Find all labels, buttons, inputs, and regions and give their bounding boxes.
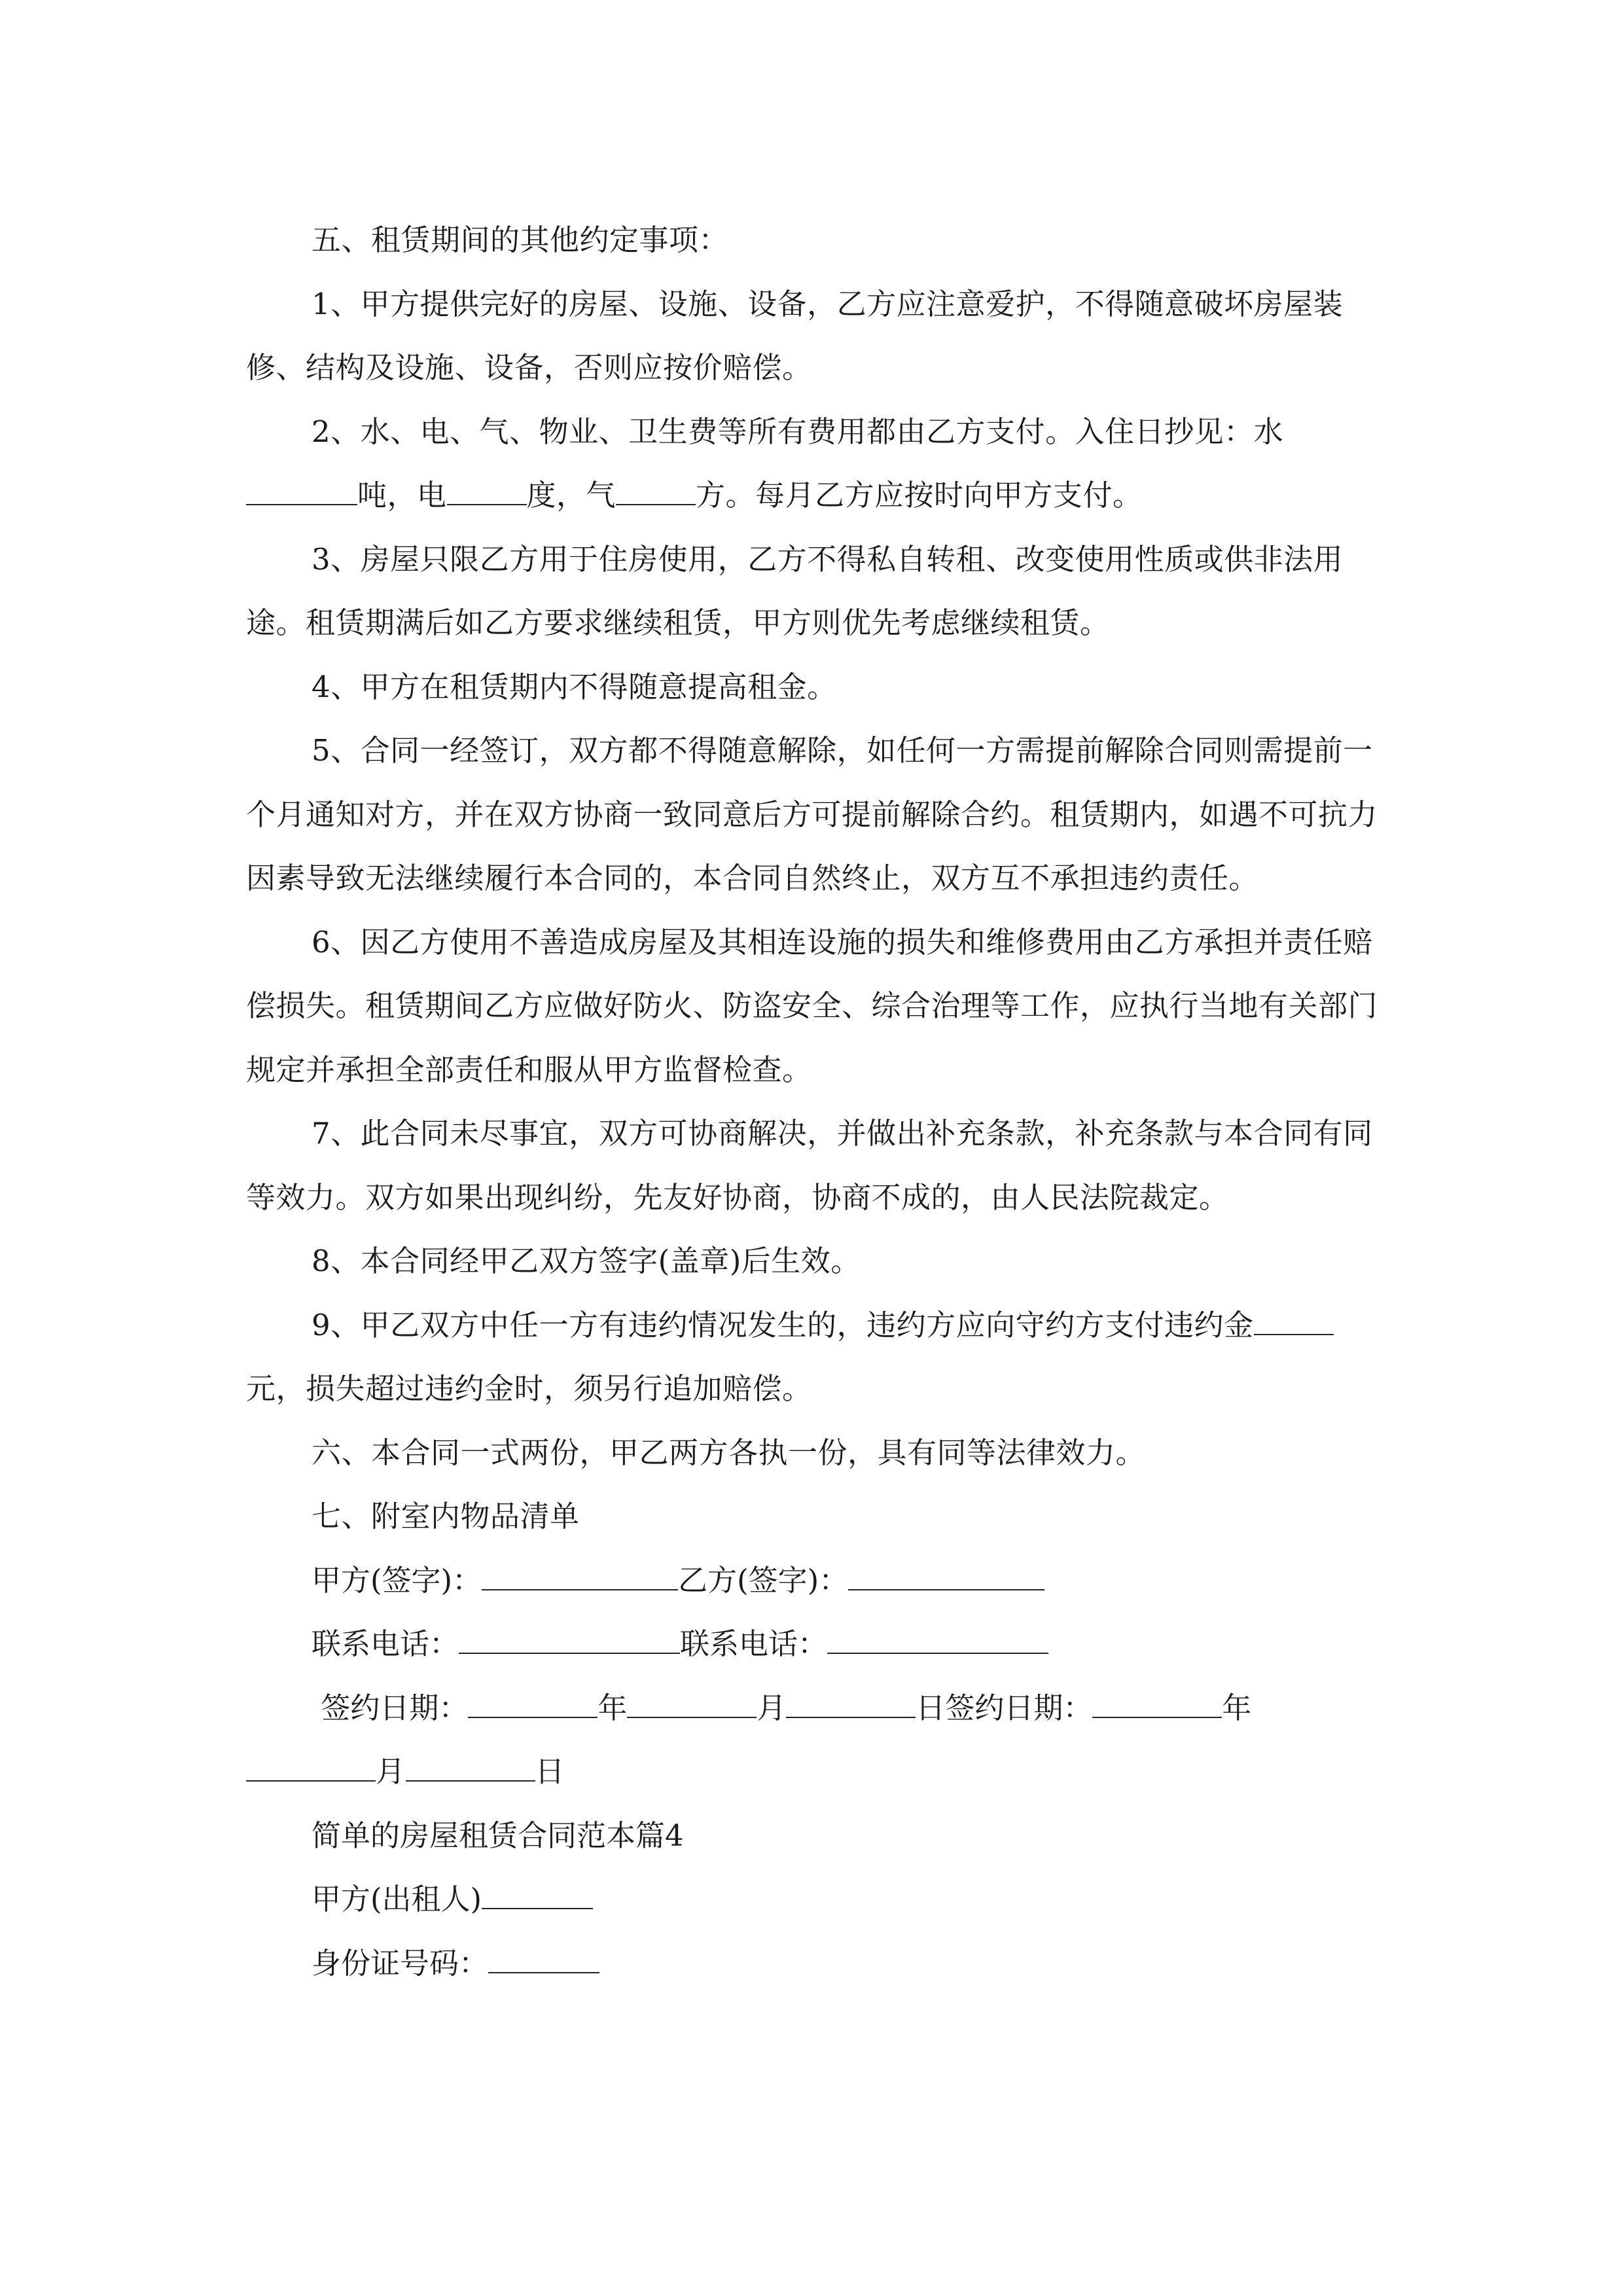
- phone-a-blank: [459, 1626, 680, 1654]
- date-b-month-label: 月: [376, 1754, 406, 1789]
- penalty-amount-blank: [1254, 1308, 1334, 1335]
- phone-b-blank: [827, 1626, 1048, 1654]
- date-b-year-label: 年: [1222, 1690, 1252, 1725]
- section-7: 七、附室内物品清单: [312, 1499, 580, 1534]
- date-b-label: 签约日期：: [945, 1690, 1093, 1725]
- date-a-month-blank: [627, 1691, 757, 1718]
- date-line: [246, 1676, 1378, 1740]
- clause-5: 5、合同一经签订，双方都不得随意解除，如任何一方需提前解除合同则需提前一个月通知对方，并在双方协商一致同意后方可提前解除合约。租赁期内，如遇不可抗力因素导致无法继续履行本合同的，本合同自然终止，双方互不承担违约责任。: [246, 733, 1378, 895]
- party-b-sign-label: 乙方(签字)：: [678, 1562, 849, 1598]
- clause-9-text-a: 9、甲乙双方中任一方有违约情况发生的，违约方应向守约方支付违约金: [312, 1307, 1254, 1342]
- date-a-day-label: 日: [916, 1690, 946, 1725]
- phone-b-label: 联系电话：: [680, 1626, 828, 1661]
- lessor-blank: [482, 1882, 593, 1909]
- id-number-blank: [488, 1946, 599, 1973]
- water-reading-blank: [246, 478, 357, 505]
- phone-a-label: 联系电话：: [312, 1626, 459, 1661]
- section-6: 六、本合同一式两份，甲乙两方各执一份，具有同等法律效力。: [312, 1435, 1146, 1470]
- clause-8: 8、本合同经甲乙双方签字(盖章)后生效。: [312, 1244, 861, 1278]
- date-a-day-blank: [786, 1691, 916, 1718]
- lessor-line: [246, 1867, 1378, 1931]
- party-a-sign-label: 甲方(签字)：: [312, 1562, 482, 1598]
- date-a-label: 签约日期：: [321, 1690, 469, 1725]
- date-a-month-label: 月: [757, 1690, 787, 1725]
- date-b-year-blank: [1092, 1691, 1222, 1718]
- section-5-heading: 五、租赁期间的其他约定事项：: [312, 223, 729, 257]
- clause-3: 3、房屋只限乙方用于住房使用，乙方不得私自转租、改变使用性质或供非法用途。租赁期满后如乙方要求继续租赁，甲方则优先考虑继续租赁。: [246, 541, 1344, 640]
- clause-2-text-a: 2、水、电、气、物业、卫生费等所有费用都由乙方支付。入住日抄见：水: [312, 414, 1284, 449]
- date-b-day-label: 日: [535, 1754, 565, 1789]
- clause-2-text-c: 度，气: [526, 478, 616, 512]
- date-a-year-label: 年: [597, 1690, 628, 1725]
- clause-4: 4、甲方在租赁期内不得随意提高租金。: [312, 669, 837, 704]
- gas-reading-blank: [616, 478, 696, 505]
- clause-2-text-b: 吨，电: [357, 478, 447, 512]
- date-a-year-blank: [468, 1691, 597, 1718]
- date-b-month-blank: [246, 1754, 376, 1782]
- party-b-sign-blank: [848, 1563, 1044, 1590]
- clause-9: [246, 1293, 1378, 1421]
- electricity-reading-blank: [447, 478, 527, 505]
- phone-line: [246, 1612, 1378, 1676]
- clause-2-text-d: 方。每月乙方应按时向甲方支付。: [696, 478, 1143, 512]
- clause-1: 1、甲方提供完好的房屋、设施、设备，乙方应注意爱护，不得随意破坏房屋装修、结构及设施、设备，否则应按价赔偿。: [246, 286, 1344, 385]
- signature-line: [246, 1549, 1378, 1613]
- clause-6: 6、因乙方使用不善造成房屋及其相连设施的损失和维修费用由乙方承担并责任赔偿损失。租赁期间乙方应做好防火、防盗安全、综合治理等工作，应执行当地有关部门规定并承担全部责任和服从甲方监督检查。: [246, 924, 1378, 1087]
- id-number-label: 身份证号码：: [312, 1945, 489, 1981]
- clause-2: [246, 400, 1378, 528]
- date-b-day-blank: [406, 1754, 535, 1782]
- next-contract-title: 简单的房屋租赁合同范本篇4: [312, 1818, 684, 1853]
- party-a-sign-blank: [482, 1563, 678, 1590]
- id-number-line: [246, 1931, 1378, 1996]
- clause-7: 7、此合同未尽事宜，双方可协商解决，并做出补充条款，补充条款与本合同有同等效力。双方如果出现纠纷，先友好协商，协商不成的，由人民法院裁定。: [246, 1116, 1373, 1215]
- lessor-label: 甲方(出租人): [312, 1882, 482, 1916]
- document-body: [246, 208, 1378, 1995]
- clause-9-text-b: 元，损失超过违约金时，须另行追加赔偿。: [246, 1371, 812, 1406]
- date-line-continued: [246, 1740, 1378, 1804]
